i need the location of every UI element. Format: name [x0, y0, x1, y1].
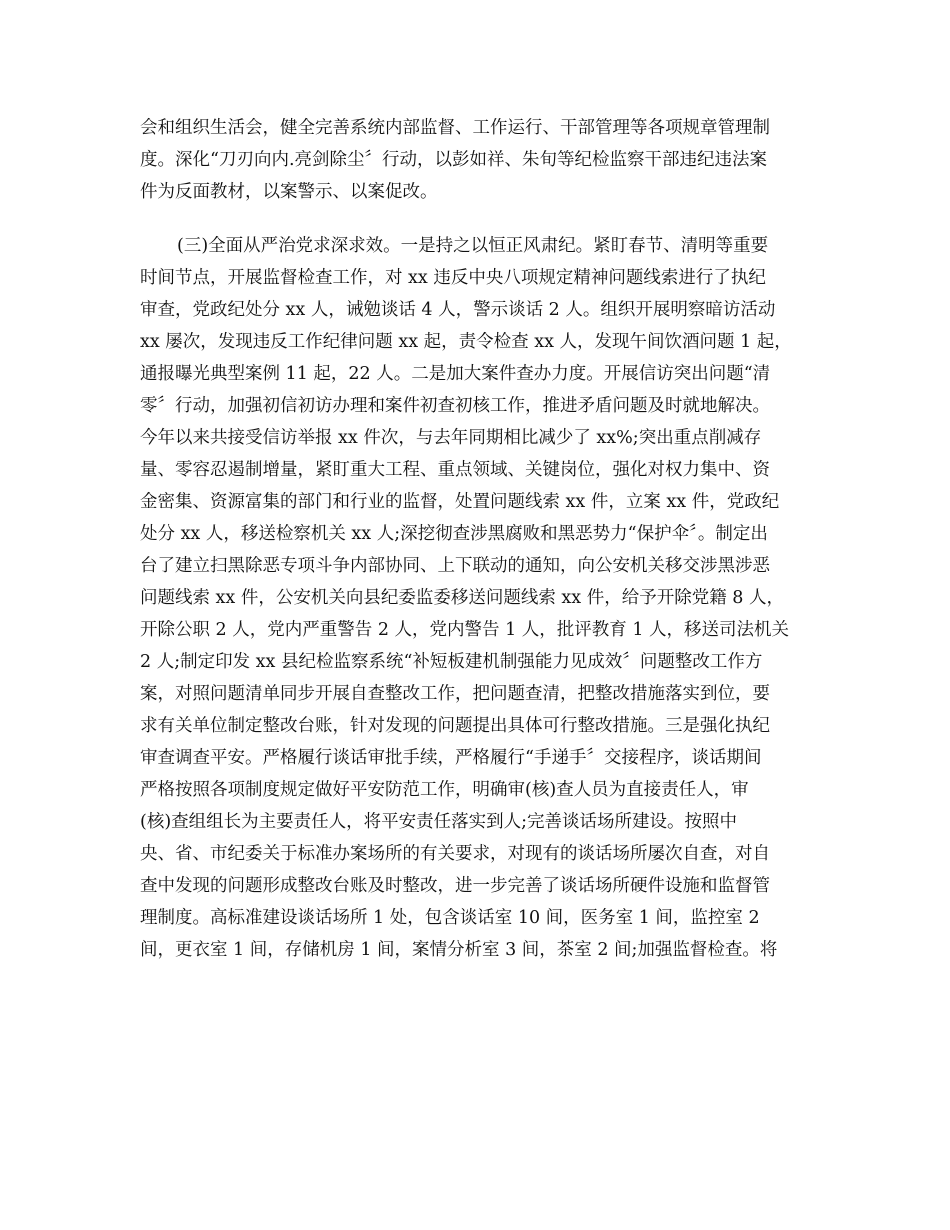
text-line: 审查调查平安。严格履行谈话审批手续，严格履行“手递手〞交接程序，谈话期间 — [140, 748, 762, 768]
text-line: 审查，党政纪处分 xx 人，诫勉谈话 4 人，警示谈话 2 人。组织开展明察暗访活动 — [140, 300, 776, 320]
text-line: 零〞行动，加强初信初访办理和案件初查初核工作，推进矛盾问题及时就地解决。 — [140, 396, 770, 416]
text-line: 量、零容忍遏制增量，紧盯重大工程、重点领域、关键岗位，强化对权力集中、资 — [140, 460, 770, 480]
text-line: 案，对照问题清单同步开展自查整改工作，把问题查清，把整改措施落实到位，要 — [140, 684, 770, 704]
text-line: 央、省、市纪委关于标准办案场所的有关要求，对现有的谈话场所屡次自查，对自 — [140, 844, 770, 864]
text-line: 查中发现的问题形成整改台账及时整改，进一步完善了谈话场所硬件设施和监督管 — [140, 876, 770, 896]
text-line: 间，更衣室 1 间，存储机房 1 间，案情分析室 3 间，茶室 2 间;加强监督检查。将 — [140, 940, 778, 960]
text-line: 金密集、资源富集的部门和行业的监督，处置问题线索 xx 件，立案 xx 件，党政纪 — [140, 492, 780, 512]
text-line: 开除公职 2 人，党内严重警告 2 人，党内警告 1 人，批评教育 1 人，移送司法机关 — [140, 620, 790, 640]
text-line: xx 屡次，发现违反工作纪律问题 xx 起，责令检查 xx 人，发现午间饮酒问题 1 起， — [140, 332, 792, 352]
text-line: (核)查组组长为主要责任人，将平安责任落实到人;完善谈话场所建设。按照中 — [140, 812, 738, 832]
text-line: 今年以来共接受信访举报 xx 件次，与去年同期相比减少了 xx%;突出重点削减存 — [140, 428, 762, 448]
text-line: 台了建立扫黑除恶专项斗争内部协同、上下联动的通知，向公安机关移交涉黑涉恶 — [140, 556, 770, 576]
text-line: 问题线索 xx 件，公安机关向县纪委监委移送问题线索 xx 件，给予开除党籍 8 人， — [140, 588, 784, 608]
text-line: 求有关单位制定整改台账，针对发现的问题提出具体可行整改措施。三是强化执纪 — [140, 716, 770, 736]
text-line: 会和组织生活会，健全完善系统内部监督、工作运行、干部管理等各项规章管理制 — [140, 118, 770, 138]
text-line: 处分 xx 人，移送检察机关 xx 人;深挖彻查涉黑腐败和黑恶势力“保护伞〞。制定出 — [140, 524, 768, 544]
text-line: 时间节点，开展监督检查工作，对 xx 违反中央八项规定精神问题线索进行了执纪 — [140, 268, 766, 288]
text-line: 2 人;制定印发 xx 县纪检监察系统“补短板建机制强能力见成效〞问题整改工作方 — [140, 652, 763, 672]
text-line: (三)全面从严治党求深求效。一是持之以恒正风肃纪。紧盯春节、清明等重要 — [177, 236, 769, 256]
text-line: 理制度。高标准建设谈话场所 1 处，包含谈话室 10 间，医务室 1 间，监控室 2 — [140, 908, 760, 928]
paragraph-section-three — [140, 230, 812, 966]
text-line: 通报曝光典型案例 11 起，22 人。二是加大案件查办力度。开展信访突出问题“清 — [140, 364, 771, 384]
paragraph-continued — [140, 112, 812, 208]
text-line: 度。深化“刀刃向内.亮剑除尘〞行动，以彭如祥、朱旬等纪检监察干部违纪违法案 — [140, 150, 768, 170]
text-line: 件为反面教材，以案警示、以案促改。 — [140, 182, 438, 202]
text-line: 严格按照各项制度规定做好平安防范工作，明确审(核)查人员为直接责任人，审 — [140, 780, 749, 800]
